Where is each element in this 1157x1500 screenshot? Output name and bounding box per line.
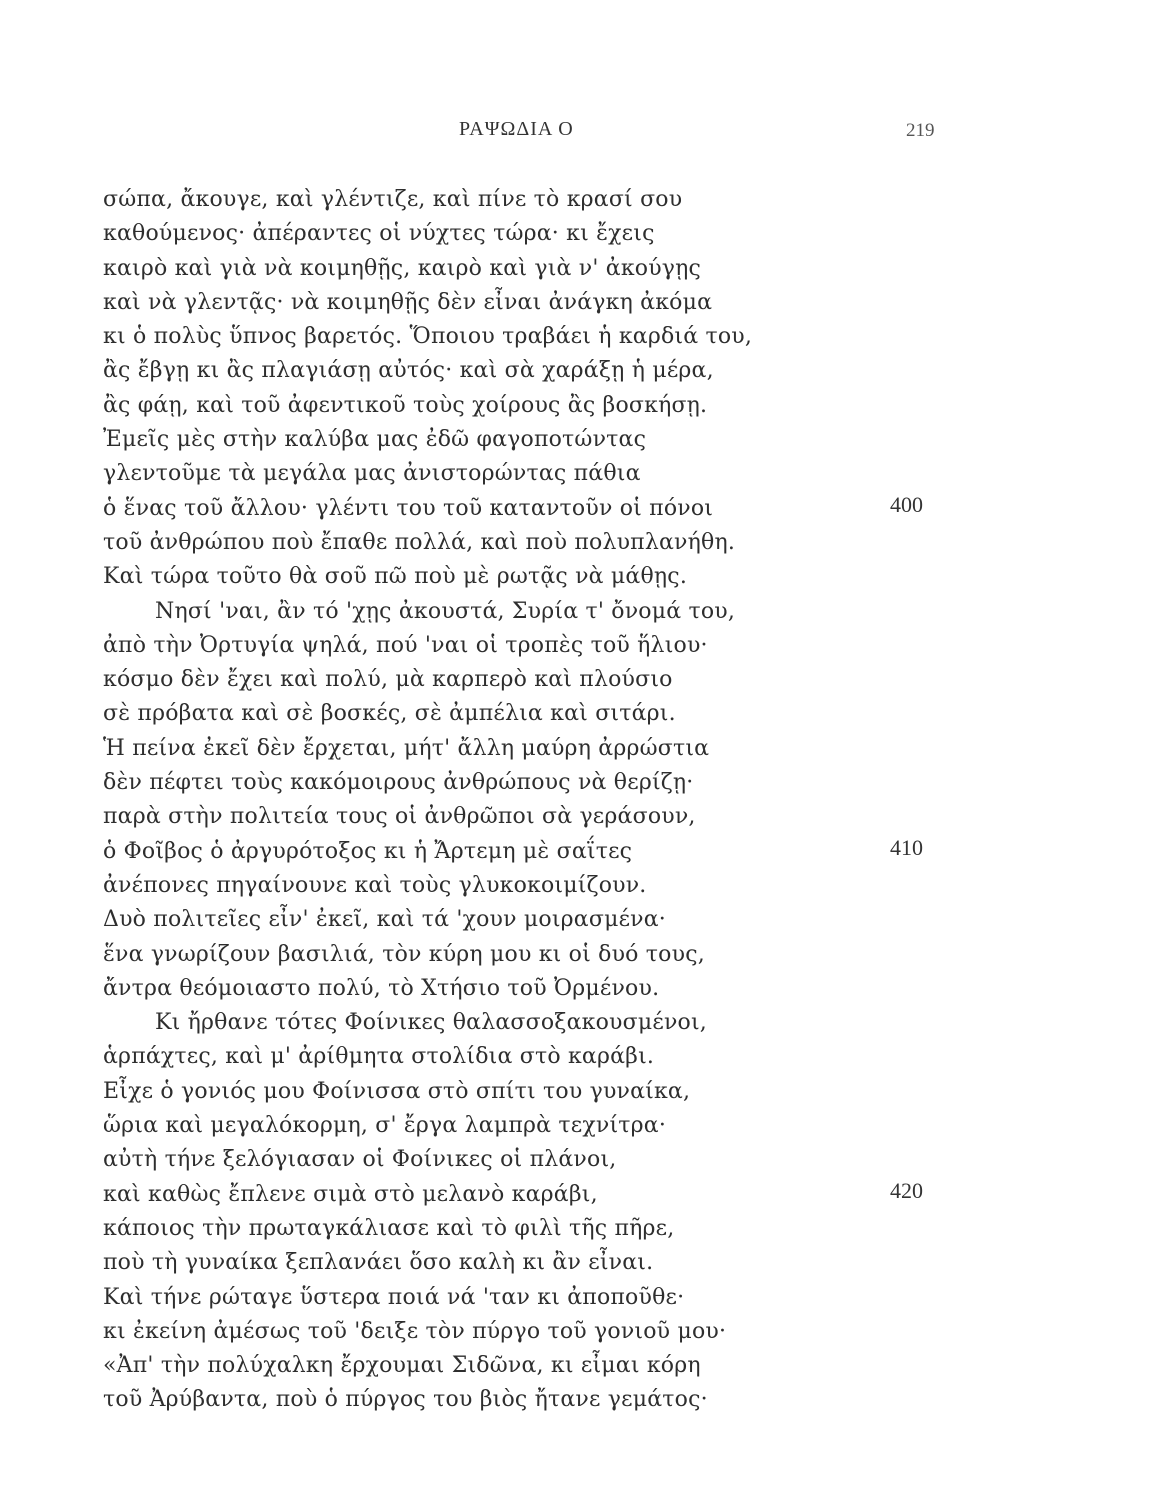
verse-line: αὐτὴ τήνε ξελόγιασαν οἱ Φοίνικες οἱ πλάνοι,: [103, 1147, 617, 1173]
verse-line: τοῦ ἀνθρώπου ποὺ ἔπαθε πολλά, καὶ ποὺ πολυπλανήθη.: [103, 529, 736, 555]
verse-line: ὥρια καὶ μεγαλόκορμη, σ' ἔργα λαμπρὰ τεχνίτρα·: [103, 1113, 667, 1139]
verse-line: Εἶχε ὁ γονιός μου Φοίνισσα στὸ σπίτι του γυναίκα,: [103, 1078, 691, 1104]
verse-line: κάποιος τὴν πρωταγκάλιασε καὶ τὸ φιλὶ τῆς πῆρε,: [103, 1215, 675, 1241]
verse-line: Ἐμεῖς μὲς στὴν καλύβα μας ἐδῶ φαγοποτώντας: [103, 427, 647, 453]
verse-line: Κι ἤρθανε τότες Φοίνικες θαλασσοξακουσμένοι,: [155, 1010, 707, 1036]
verse-line: ἕνα γνωρίζουν βασιλιά, τὸν κύρη μου κι οἱ δυό τους,: [103, 941, 705, 967]
verse-line: τοῦ Ἀρύβαντα, ποὺ ὁ πύργος του βιὸς ἤτανε γεμάτος·: [103, 1387, 708, 1413]
verse-line: γλεντοῦμε τὰ μεγάλα μας ἀνιστορώντας πάθια: [103, 461, 641, 487]
verse-line: ἀνέπονες πηγαίνουνε καὶ τοὺς γλυκοκοιμίζουν.: [103, 872, 647, 898]
verse-line: παρὰ στὴν πολιτεία τους οἱ ἀνθρῶποι σὰ γεράσουν,: [103, 804, 696, 830]
verse-line: κόσμο δὲν ἔχει καὶ πολύ, μὰ καρπερὸ καὶ πλούσιο: [103, 667, 673, 693]
line-number-410: 410: [890, 835, 923, 860]
verse-line: Καὶ τήνε ρώταγε ὕστερα ποιά νά 'ταν κι ἀποποῦθε·: [103, 1284, 685, 1310]
verse-line: σώπα, ἄκουγε, καὶ γλέντιζε, καὶ πίνε τὸ κρασί σου: [103, 187, 683, 212]
verse-line: ἂς φάῃ, καὶ τοῦ ἀφεντικοῦ τοὺς χοίρους ἂς βοσκήσῃ.: [103, 392, 708, 418]
verse-line: δὲν πέφτει τοὺς κακόμοιρους ἀνθρώπους νὰ θερίζῃ·: [103, 770, 694, 796]
verse-line: ὁ Φοῖβος ὁ ἀργυρότοξος κι ἡ Ἄρτεμη μὲ σαΐτες: [103, 838, 633, 864]
verse-line: ἄντρα θεόμοιαστο πολύ, τὸ Χτήσιο τοῦ Ὀρμένου.: [103, 975, 660, 1001]
verse-line: ἂς ἔβγῃ κι ἂς πλαγιάσῃ αὐτός· καὶ σὰ χαράξῃ ἡ μέρα,: [103, 358, 714, 384]
verse-line: Ἡ πείνα ἐκεῖ δὲν ἔρχεται, μήτ' ἄλλη μαύρη ἀρρώστια: [103, 735, 710, 761]
verse-line: κι ἐκείνη ἀμέσως τοῦ 'δειξε τὸν πύργο τοῦ γονιοῦ μου·: [103, 1318, 727, 1344]
running-head: [0, 118, 1157, 148]
verse-line: καθούμενος· ἀπέραντες οἱ νύχτες τώρα· κι ἔχεις: [103, 221, 655, 247]
verse-line: ἀπὸ τὴν Ὀρτυγία ψηλά, πού 'ναι οἱ τροπὲς τοῦ ἥλιου·: [103, 632, 708, 658]
verse-line: ἁρπάχτες, καὶ μ' ἀρίθμητα στολίδια στὸ καράβι.: [103, 1044, 655, 1070]
verse-block: [103, 183, 863, 1418]
verse-line: ὁ ἕνας τοῦ ἄλλου· γλέντι του τοῦ καταντοῦν οἱ πόνοι: [103, 495, 714, 521]
line-number-400: 400: [890, 492, 923, 517]
verse-line: καὶ καθὼς ἔπλενε σιμὰ στὸ μελανὸ καράβι,: [103, 1181, 598, 1207]
verse-line: καιρὸ καὶ γιὰ νὰ κοιμηθῇς, καιρὸ καὶ γιὰ ν' ἀκούγῃς: [103, 255, 702, 281]
running-title: ΡΑΨΩΔΙΑ Ο: [459, 118, 574, 140]
verse-line: Δυὸ πολιτεῖες εἶν' ἐκεῖ, καὶ τά 'χουν μοιρασμένα·: [103, 907, 666, 933]
verse-line: Νησί 'ναι, ἂν τό 'χῃς ἀκουστά, Συρία τ' ὄνομά του,: [155, 598, 736, 624]
line-number-420: 420: [890, 1178, 923, 1203]
verse-line: κι ὁ πολὺς ὕπνος βαρετός. Ὅποιου τραβάει ἡ καρδιά του,: [103, 324, 753, 350]
verse-line: σὲ πρόβατα καὶ σὲ βοσκές, σὲ ἀμπέλια καὶ σιτάρι.: [103, 701, 676, 727]
verse-line: «Ἀπ' τὴν πολύχαλκη ἔρχουμαι Σιδῶνα, κι εἶμαι κόρη: [103, 1353, 701, 1379]
verse-line: Καὶ τώρα τοῦτο θὰ σοῦ πῶ ποὺ μὲ ρωτᾷς νὰ μάθῃς.: [103, 564, 688, 590]
verse-line: καὶ νὰ γλεντᾷς· νὰ κοιμηθῇς δὲν εἶναι ἀνάγκη ἀκόμα: [103, 289, 713, 315]
page-number: 219: [906, 120, 935, 141]
verse-line: ποὺ τὴ γυναίκα ξεπλανάει ὅσο καλὴ κι ἂν εἶναι.: [103, 1250, 654, 1276]
